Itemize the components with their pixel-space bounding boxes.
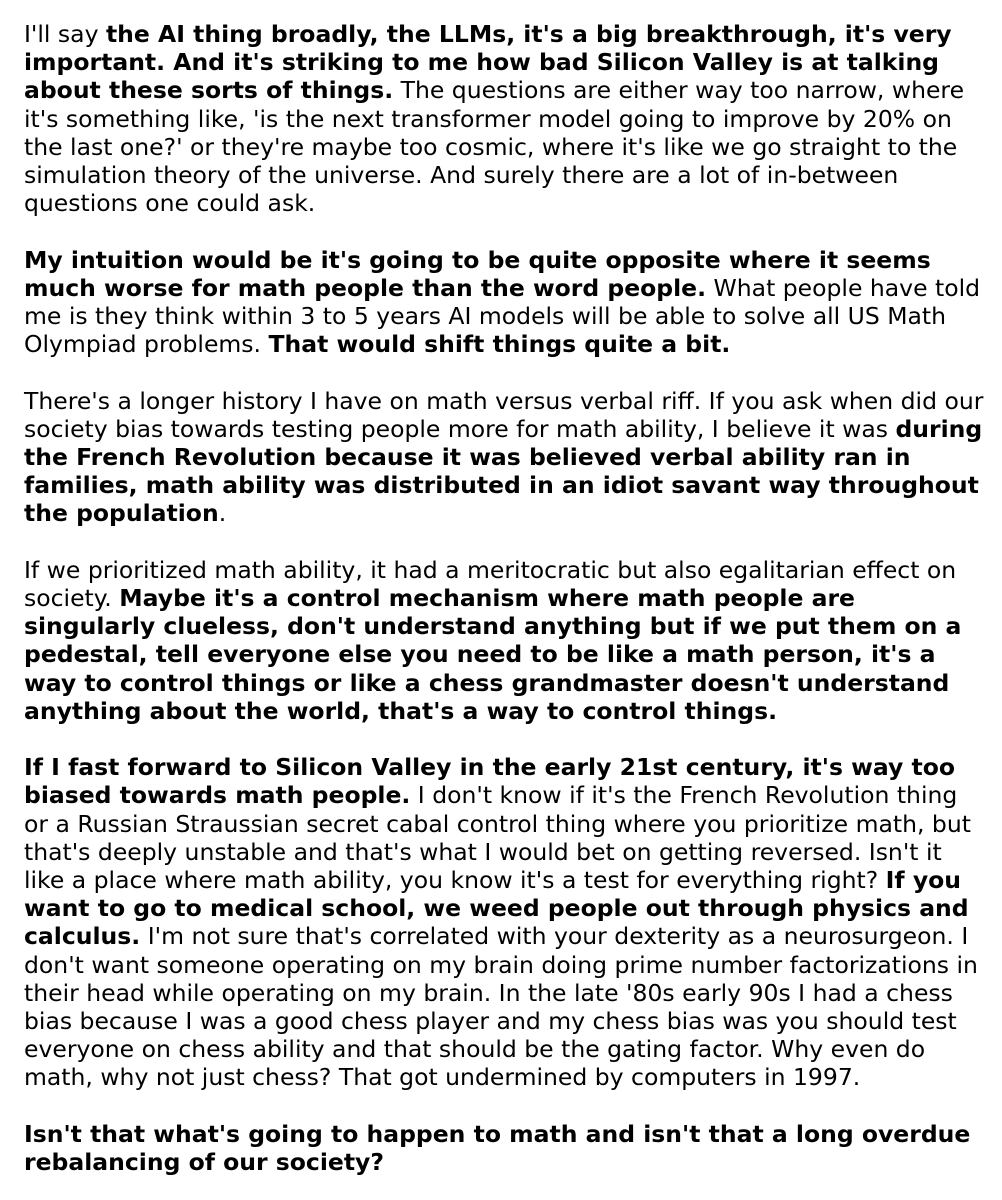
text-span: The questions are either way too narrow, where it's something like, 'is the next transformer model going to improve by 20% on the last one?' or they're maybe too cosmic, where it's like we go straight to the simulation theory of the universe. And surely there are a lot of in-between questions one could ask.: [24, 76, 965, 218]
paragraph-4: [24, 556, 986, 725]
bold-text-span: Isn't that what's going to happen to math and isn't that a long overdue rebalancing of our society?: [24, 1119, 971, 1177]
text-span: If we prioritized math ability, it had a meritocratic but also egalitarian effect on society.: [24, 555, 957, 613]
paragraph-3: [24, 387, 986, 528]
bold-text-span: If you want to go to medical school, we weed people out through physics and calculus.: [24, 866, 969, 951]
bold-text-span: Maybe it's a control mechanism where math people are singularly clueless, don't understand anything but if we put them on a pedestal, tell everyone else you need to be like a math person, it's a way to control things or like a chess grandmaster doesn't understand anything about the world, that's a way to control things.: [24, 584, 962, 725]
bold-text-span: the AI thing broadly, the LLMs, it's a big breakthrough, it's very important. And it's striking to me how bad Silicon Valley is at talking about these sorts of things.: [24, 20, 952, 105]
bold-text-span: That would shift things quite a bit.: [268, 330, 731, 359]
text-span: There's a longer history I have on math versus verbal riff. If you ask when did our society bias towards testing people more for math ability, I believe it was: [24, 386, 984, 443]
text-span: I don't know if it's the French Revolution thing or a Russian Straussian secret cabal control thing where you prioritize math, but that's deeply unstable and that's what I would bet on getting reversed. Isn't it like a place where math ability, you know it's a test for everything right?: [24, 781, 971, 895]
text-span: What people have told me is they think within 3 to 5 years AI models will be able to solve all US Math Olympiad problems.: [24, 273, 981, 359]
paragraph-1: [24, 20, 986, 217]
text-span: .: [218, 499, 227, 528]
text-span: I'm not sure that's correlated with your dexterity as a neurosurgeon. I don't want someone operating on my brain doing prime number factorizations in their head while operating on my brain. In the late '80s early 90s I had a chess bias because I was a good chess player and my chess bias was you should test everyone on chess ability and that should be the gating factor. Why even do math, why not just chess? That got undermined by computers in 1997.: [24, 922, 978, 1092]
bold-text-span: My intuition would be it's going to be quite opposite where it seems much worse for math people than the word people.: [24, 245, 931, 302]
document-body: [24, 20, 986, 1176]
text-span: I'll say: [24, 20, 106, 48]
bold-text-span: If I fast forward to Silicon Valley in the early 21st century, it's way too biased towards math people.: [24, 753, 955, 810]
paragraph-2: [24, 246, 986, 359]
paragraph-6: [24, 1120, 986, 1176]
bold-text-span: during the French Revolution because it was believed verbal ability ran in families, math ability was distributed in an idiot savant way throughout the population: [24, 414, 983, 528]
paragraph-5: [24, 753, 986, 1091]
